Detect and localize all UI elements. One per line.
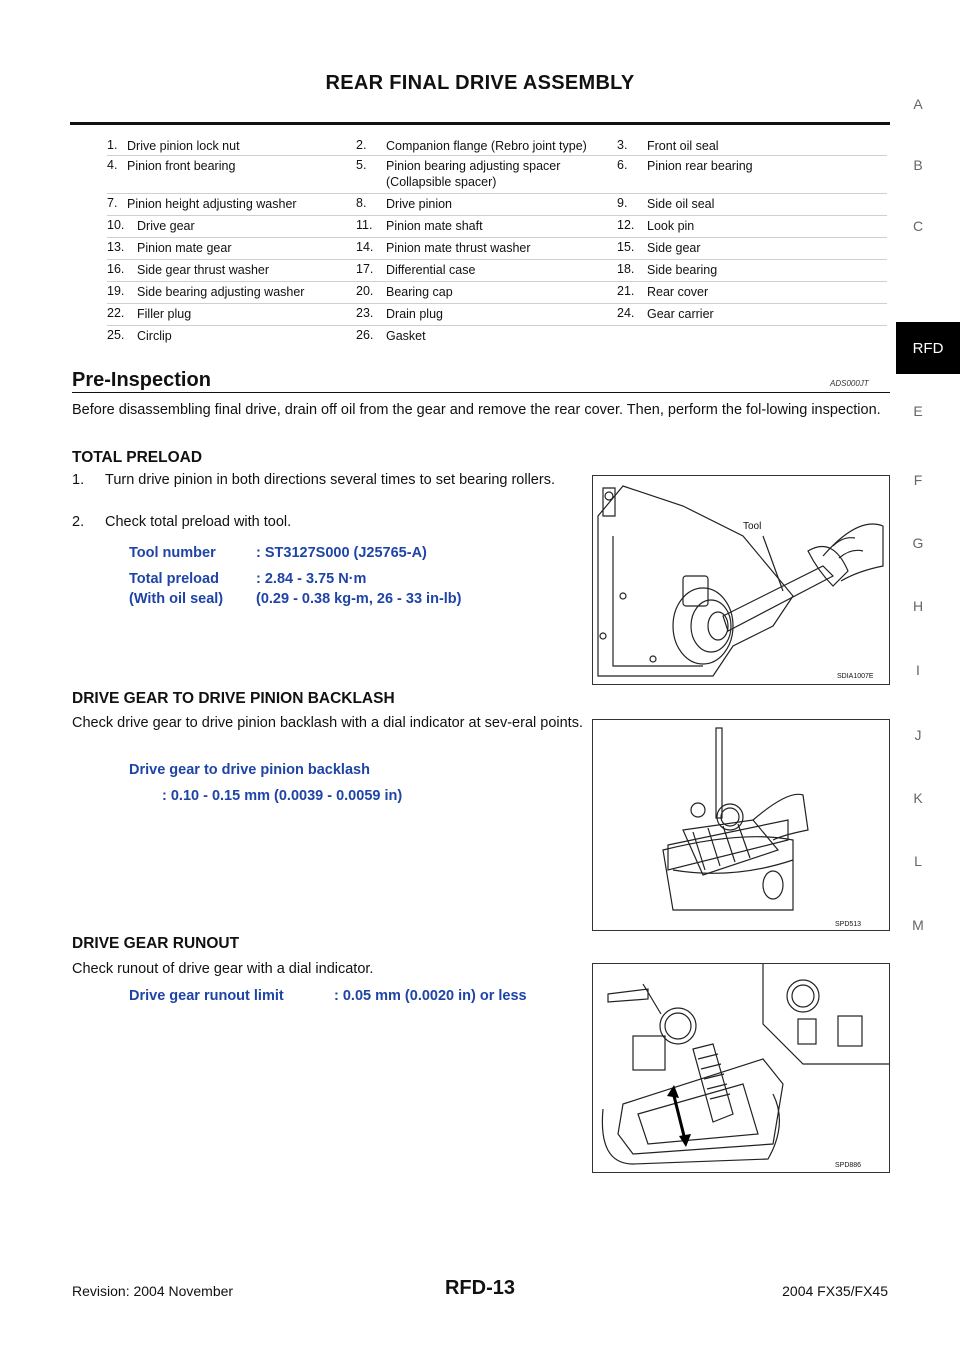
legend-item-number: 14. xyxy=(356,240,374,254)
legend-item-number: 24. xyxy=(617,306,635,320)
legend-item-label: Drive gear xyxy=(137,219,195,233)
legend-item-number: 26. xyxy=(356,328,374,342)
legend-item-label: Side bearing adjusting washer xyxy=(137,285,305,299)
legend-item-number: 8. xyxy=(356,196,367,210)
step-2-text: Check total preload with tool. xyxy=(105,514,292,530)
spec-value-tool-number: : ST3127S000 (J25765-A) xyxy=(256,545,427,561)
index-tab-f[interactable]: F xyxy=(913,472,923,488)
legend-item-number: 3. xyxy=(617,138,628,152)
dial-indicator-backlash-illustration xyxy=(593,720,889,930)
legend-row-divider xyxy=(107,259,887,260)
figure-code-sdia1007e: SDIA1007E xyxy=(837,673,874,680)
legend-row-divider xyxy=(107,155,887,156)
dial-indicator-runout-illustration xyxy=(593,964,889,1172)
legend-item-number: 1. xyxy=(107,138,118,152)
legend-item-number: 2. xyxy=(356,138,367,152)
legend-item-label: Front oil seal xyxy=(647,139,719,153)
index-tab-b[interactable]: B xyxy=(913,157,923,173)
index-tab-h[interactable]: H xyxy=(912,598,924,614)
legend-item-label: Differential case xyxy=(386,263,476,277)
gear-carrier-tool-illustration xyxy=(593,476,889,684)
legend-item-number: 15. xyxy=(617,240,635,254)
legend-item-label: Pinion mate thrust washer xyxy=(386,241,531,255)
index-tab-a[interactable]: A xyxy=(913,96,923,112)
legend-item-label: Gear carrier xyxy=(647,307,714,321)
index-tab-rfd-active[interactable]: RFD xyxy=(896,322,960,374)
legend-item-number: 9. xyxy=(617,196,628,210)
legend-item-label: Bearing cap xyxy=(386,285,453,299)
legend-item-number: 11. xyxy=(356,218,373,232)
legend-item-label: Pinion mate shaft xyxy=(386,219,483,233)
index-tab-l[interactable]: L xyxy=(914,853,922,869)
legend-row-divider xyxy=(107,193,887,194)
legend-item-number: 4. xyxy=(107,158,118,172)
legend-item-label: Pinion bearing adjusting spacer (Collapsible spacer) xyxy=(386,159,561,189)
runout-text: Check runout of drive gear with a dial indicator. xyxy=(72,961,374,977)
step-1-text: Turn drive pinion in both directions several times to set bearing rollers. xyxy=(105,472,555,488)
legend-item-number: 16. xyxy=(107,262,125,276)
legend-item-number: 25. xyxy=(107,328,125,342)
figure-runout xyxy=(592,963,890,1173)
subheading-runout: DRIVE GEAR RUNOUT xyxy=(72,935,240,952)
footer-page-number: RFD-13 xyxy=(444,1277,515,1299)
legend-item-number: 22. xyxy=(107,306,125,320)
legend-item-label: Pinion mate gear xyxy=(137,241,232,255)
legend-row-divider xyxy=(107,303,887,304)
legend-item-number: 21. xyxy=(617,284,635,298)
spec-value-backlash: : 0.10 - 0.15 mm (0.0039 - 0.0059 in) xyxy=(162,788,403,804)
index-tab-k[interactable]: K xyxy=(913,790,923,806)
index-tab-c[interactable]: C xyxy=(912,218,924,234)
index-tab-e[interactable]: E xyxy=(913,403,923,419)
legend-item-label: Pinion height adjusting washer xyxy=(127,197,297,211)
step-2-number: 2. xyxy=(72,514,85,530)
legend-item-label: Circlip xyxy=(137,329,172,343)
figure-callout-tool: Tool xyxy=(743,521,762,532)
legend-item-label: Pinion rear bearing xyxy=(647,159,753,173)
footer-model: 2004 FX35/FX45 xyxy=(782,1283,888,1299)
legend-item-label: Drive pinion lock nut xyxy=(127,139,240,153)
figure-code-spd886: SPD886 xyxy=(835,1162,862,1169)
title-rule xyxy=(70,122,890,125)
legend-item-label: Drive pinion xyxy=(386,197,453,211)
legend-item-label: Side gear xyxy=(647,241,701,255)
legend-row-divider xyxy=(107,325,887,326)
spec-label-backlash: Drive gear to drive pinion backlash xyxy=(129,762,370,778)
legend-row-divider xyxy=(107,237,887,238)
legend-item-number: 10. xyxy=(107,218,125,232)
spec-label-total-preload: Total preload xyxy=(129,571,219,587)
section-rule xyxy=(72,392,890,393)
legend-item-number: 18. xyxy=(617,262,635,276)
legend-item-number: 12. xyxy=(617,218,635,232)
legend-item-number: 23. xyxy=(356,306,374,320)
legend-item-label: Side oil seal xyxy=(647,197,715,211)
subheading-backlash: DRIVE GEAR TO DRIVE PINION BACKLASH xyxy=(72,690,395,707)
legend-item-label: Look pin xyxy=(647,219,695,233)
spec-value-total-preload: : 2.84 - 3.75 N·m xyxy=(256,571,367,587)
legend-item-label: Pinion front bearing xyxy=(127,159,236,173)
legend-item-number: 17. xyxy=(356,262,374,276)
legend-item-label: Side gear thrust washer xyxy=(137,263,270,277)
legend-row-divider xyxy=(107,215,887,216)
legend-item-label: Rear cover xyxy=(647,285,709,299)
legend-item-number: 13. xyxy=(107,240,125,254)
legend-item-label: Drain plug xyxy=(386,307,443,321)
step-1-number: 1. xyxy=(72,472,85,488)
index-tab-m[interactable]: M xyxy=(912,917,924,933)
legend-item-number: 19. xyxy=(107,284,125,298)
backlash-text: Check drive gear to drive pinion backlash with a dial indicator at sev-eral points. xyxy=(72,715,583,731)
section-code: ADS000JT xyxy=(830,379,869,388)
pre-inspection-intro: Before disassembling final drive, drain off oil from the gear and remove the rear cover. Then, perform the fol-lowing inspection. xyxy=(72,402,881,418)
figure-total-preload xyxy=(592,475,890,685)
legend-item-label: Companion flange (Rebro joint type) xyxy=(386,139,587,153)
index-tab-j[interactable]: J xyxy=(914,727,922,743)
section-heading-pre-inspection: Pre-Inspection xyxy=(72,369,211,391)
spec-label-tool-number: Tool number xyxy=(129,545,216,561)
legend-item-number: 5. xyxy=(356,158,367,172)
spec-value-total-preload-alt: (0.29 - 0.38 kg-m, 26 - 33 in-lb) xyxy=(256,591,462,607)
legend-item-number: 20. xyxy=(356,284,374,298)
page-title: REAR FINAL DRIVE ASSEMBLY xyxy=(325,72,635,94)
legend-item-number: 6. xyxy=(617,158,628,172)
index-tab-g[interactable]: G xyxy=(912,535,924,551)
legend-item-number: 7. xyxy=(107,196,118,210)
spec-label-runout: Drive gear runout limit xyxy=(129,988,284,1004)
figure-code-spd513: SPD513 xyxy=(835,921,862,928)
footer-revision: Revision: 2004 November xyxy=(72,1283,234,1299)
legend-item-label: Side bearing xyxy=(647,263,718,277)
legend-item-label: Gasket xyxy=(386,329,426,343)
legend-row-divider xyxy=(107,281,887,282)
figure-backlash xyxy=(592,719,890,931)
spec-value-runout: : 0.05 mm (0.0020 in) or less xyxy=(334,988,527,1004)
legend-item-label: Filler plug xyxy=(137,307,192,321)
index-tab-i[interactable]: I xyxy=(916,662,920,678)
spec-label-with-oil-seal: (With oil seal) xyxy=(129,591,224,607)
subheading-total-preload: TOTAL PRELOAD xyxy=(72,449,203,466)
